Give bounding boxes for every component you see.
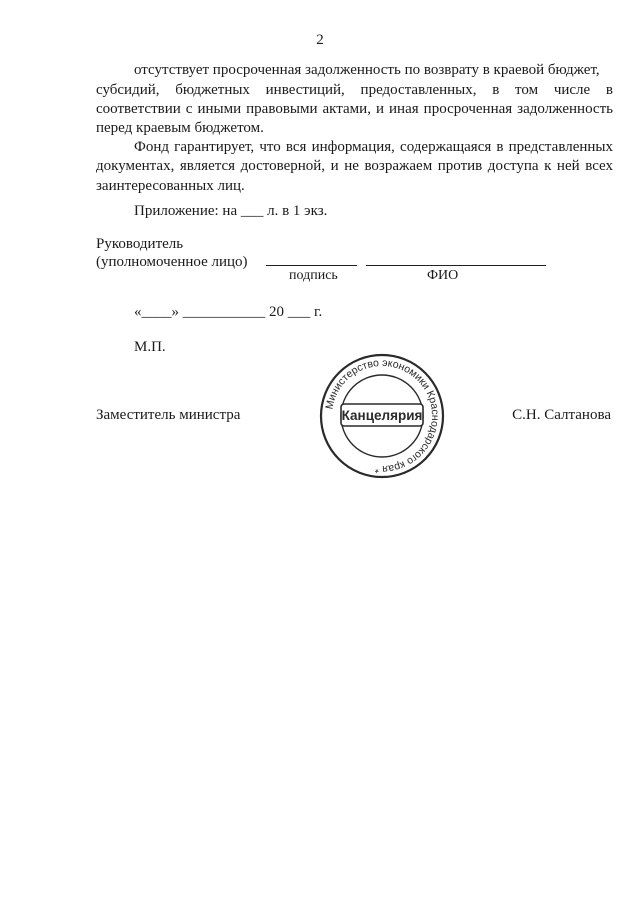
office-stamp — [319, 353, 445, 479]
text-line: заинтересованных лиц. — [96, 178, 245, 194]
date-line: «____» ___________ 20 ___ г. — [134, 304, 323, 320]
name-line — [366, 265, 546, 266]
seal-place-label: М.П. — [134, 339, 166, 355]
name-caption: ФИО — [427, 268, 459, 283]
signature-caption: подпись — [289, 268, 338, 283]
head-title: Руководитель — [96, 236, 184, 252]
text-line: Фонд гарантирует, что вся информация, содержащаяся в представленных — [134, 139, 613, 155]
text-line: соответствии с иными правовыми актами, и иная просроченная задолженность — [96, 101, 613, 117]
signoff-name: С.Н. Салтанова — [512, 407, 611, 423]
appendix-line: Приложение: на ___ л. в 1 экз. — [134, 203, 328, 219]
text-line: отсутствует просроченная задолженность по возврату в краевой бюджет, — [134, 62, 600, 78]
head-subtitle: (уполномоченное лицо) — [96, 254, 248, 270]
text-line: перед краевым бюджетом. — [96, 120, 264, 136]
signoff-position: Заместитель министра — [96, 407, 241, 423]
text-line: субсидий, бюджетных инвестиций, предоставленных, в том числе в — [96, 82, 613, 98]
signature-line — [266, 265, 357, 266]
stamp-ring-text: Министерство экономики Краснодарского края * — [323, 356, 442, 476]
stamp-center-text: Канцелярия — [341, 408, 423, 423]
page-number: 2 — [316, 32, 324, 48]
text-line: документах, является достоверной, и не возражаем против доступа к ней всех — [96, 158, 613, 174]
